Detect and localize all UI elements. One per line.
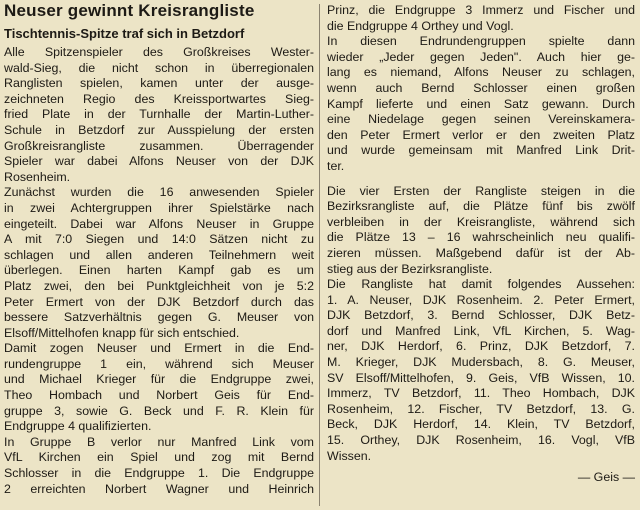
text-line: DJK Betzdorf, 3. Bernd Schlosser, DJK Betz- <box>327 308 635 323</box>
text-line: die Plätze 13 – 16 wahrscheinlich neu qualifi- <box>327 230 635 245</box>
text-line: stieg aus der Bezirksrangliste. <box>327 261 493 276</box>
text-line: Beck, DJK Herdorf, 14. Klein, TV Betzdorf, <box>327 417 635 432</box>
text-line: VfL Kirchen ein Spiel und zog mit Bernd <box>4 450 314 465</box>
text-line: Bezirksrangliste auf, die Plätze fünf bis zwölf <box>327 199 635 214</box>
text-line: Zunächst wurden die 16 anwesenden Spieler <box>4 185 314 200</box>
article-headline: Neuser gewinnt Kreisrangliste <box>4 1 255 20</box>
text-line: Die Rangliste hat damit folgendes Aussehen: <box>327 277 635 292</box>
text-line: Theo Hombach und Norbert Geis für End- <box>4 388 314 403</box>
text-line: eine Niedelage gegen seinen Vereinskamera- <box>327 112 635 127</box>
article-subheadline: Tischtennis-Spitze traf sich in Betzdorf <box>4 26 245 41</box>
right-column-text <box>327 3 635 464</box>
text-line: Rosenheim, 12. Fischer, TV Betzdorf, 13. G. <box>327 401 635 416</box>
text-line: 1. A. Neuser, DJK Rosenheim. 2. Peter Ermert, <box>327 292 635 307</box>
text-line: 15. Orthey, DJK Rosenheim, 16. Vogl, VfB <box>327 433 635 448</box>
text-line: zieren müssen. Maßgebend dafür ist der Ab- <box>327 245 635 260</box>
text-line: Großkreisrangliste zusammen. Überragender <box>4 138 314 153</box>
text-line: zeichneten Regio des Kreissportwartes Sieg- <box>4 91 314 106</box>
text-line: In diesen Endrundengruppen spielte dann <box>327 34 635 49</box>
text-line: A mit 7:0 Siegen und 14:0 Sätzen nicht zu <box>4 232 314 247</box>
text-line: Schule in Betzdorf zur Ausspielung der ersten <box>4 122 314 137</box>
text-line: Alle Spitzenspieler des Großkreises Wester- <box>4 45 314 59</box>
text-line: und wurde gemeinsam mit Manfred Link Drit- <box>327 143 635 158</box>
text-line: gruppe 3, sowie G. Beck und F. R. Klein für <box>4 403 314 418</box>
text-line: 2 erreichten Norbert Wagner und Heinrich <box>4 481 314 496</box>
text-line: schlagen und allen anderen Teilnehmern weit <box>4 247 314 262</box>
text-line: lang es niemand, Alfons Neuser zu schlagen, <box>327 65 635 80</box>
text-line: die Endgruppe 4 Orthey und Vogl. <box>327 18 514 33</box>
text-line: Immerz, TV Betzdorf, 11. Theo Hombach, DJK <box>327 386 635 401</box>
author-signature: — Geis — <box>577 470 635 484</box>
paragraph-gap <box>327 175 635 184</box>
text-line: dorf und Manfred Link, VfL Kirchen, 5. Wag- <box>327 323 635 338</box>
text-line: Elsoff/Mittelhofen knapp für sich entschied. <box>4 325 240 340</box>
text-line: rundengruppe 1 ein, während sich Meuser <box>4 356 314 371</box>
text-line: wald-Sieg, die nicht schon in überregionalen <box>4 60 314 75</box>
text-line: wenn auch Bernd Schlosser einen großen <box>327 80 635 95</box>
text-line: Peter Ermert von der DJK Betzdorf durch das <box>4 294 314 309</box>
text-line: Endgruppe 4 qualifizierten. <box>4 419 152 434</box>
text-line: bessere Satzverhältnis gegen G. Meuser von <box>4 310 314 325</box>
column-divider <box>319 4 320 506</box>
text-line: wieder „Jeder gegen Jeden". Auch hier ge- <box>327 49 635 64</box>
text-line: verbleiben in der Kreisrangliste, während sich <box>327 214 635 229</box>
text-line: Rosenheim. <box>4 169 71 184</box>
text-line: Ranglisten spielen, kamen unter der ausge- <box>4 76 314 91</box>
text-line: ner, DJK Herdorf, 6. Prinz, DJK Betzdorf, 7. <box>327 339 635 354</box>
text-line: Platz zwei, den bei Punktgleichheit von je 5:2 <box>4 278 314 293</box>
text-line: eingeteilt. Dabei war Alfons Neuser in Gruppe <box>4 216 314 231</box>
text-line: Die vier Ersten der Rangliste steigen in die <box>327 183 635 198</box>
text-line: Damit zogen Neuser und Ermert in die End- <box>4 341 314 356</box>
text-line: den Peter Ermert verlor er den zweiten Platz <box>327 127 635 142</box>
text-line: und Michael Krieger für die Endgruppe zwei, <box>4 372 314 387</box>
text-line: Schlosser in die Endgruppe 1. Die Endgruppe <box>4 466 314 481</box>
text-line: fried Plate in der Turnhalle der Martin-Luther- <box>4 107 314 122</box>
text-line: In Gruppe B verlor nur Manfred Link vom <box>4 434 314 449</box>
left-column-text <box>4 45 314 497</box>
text-line: SV Elsoff/Mittelhofen, 9. Geis, VfB Wissen, 10. <box>327 370 635 385</box>
text-line: Wissen. <box>327 448 372 463</box>
text-line: Prinz, die Endgruppe 3 Immerz und Fischer und <box>327 3 635 17</box>
text-line: ter. <box>327 158 345 173</box>
text-line: überlegen. Einen harten Kampf gab es um <box>4 263 314 278</box>
text-line: Kampf lieferte und einen Satz gewann. Durch <box>327 96 635 111</box>
text-line: in zwei Achtergruppen ihrer Spielstärke nach <box>4 200 314 215</box>
text-line: Spieler war dabei Alfons Neuser von der DJK <box>4 154 314 169</box>
text-line: M. Krieger, DJK Mudersbach, 8. G. Meuser, <box>327 355 635 370</box>
